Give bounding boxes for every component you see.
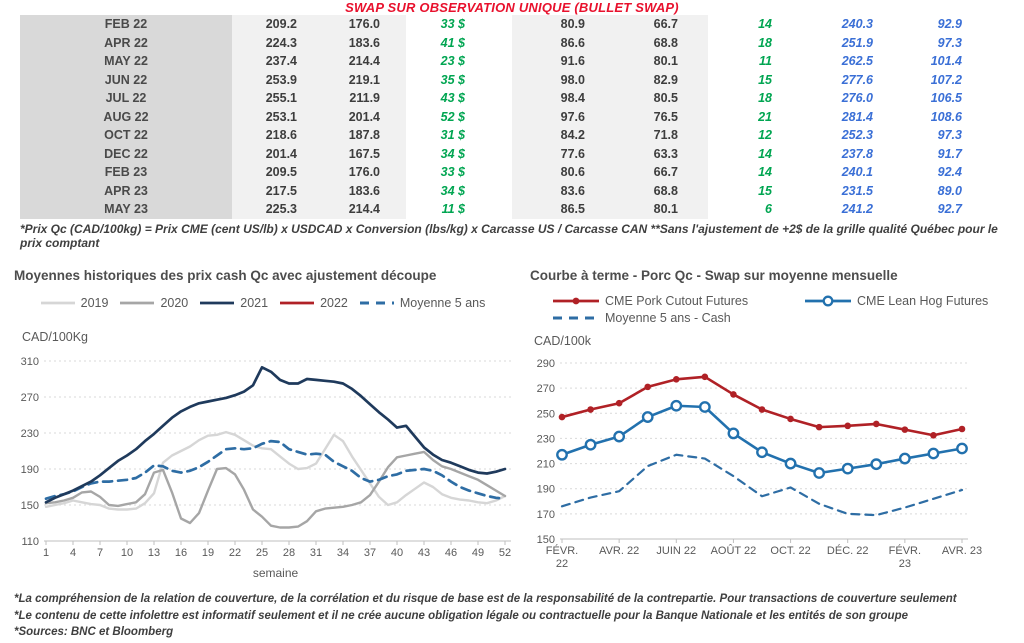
value-cell: 97.3	[904, 126, 1000, 145]
value-cell: 276.0	[792, 89, 904, 108]
right-chart-y-unit: CAD/100k	[534, 334, 591, 348]
value-cell: 63.3	[616, 145, 708, 164]
disclaimer-line: *La compréhension de la relation de couverture, de la corrélation et du risque de base est de la responsabilité de la contrepartie. Pour transactions de couverture seulement	[14, 593, 957, 605]
value-cell: 68.8	[616, 182, 708, 201]
value-cell: 14	[708, 15, 792, 34]
value-cell: 262.5	[792, 52, 904, 71]
month-cell: OCT 22	[20, 126, 232, 145]
value-cell: 252.3	[792, 126, 904, 145]
data-point	[900, 454, 909, 463]
y-tick-label: 290	[536, 358, 555, 370]
value-cell: 6	[708, 200, 792, 219]
data-point	[557, 450, 566, 459]
value-cell: 34 $	[406, 145, 512, 164]
value-cell: 209.5	[232, 163, 318, 182]
value-cell: 18	[708, 34, 792, 53]
value-cell: 251.9	[792, 34, 904, 53]
disclaimer-line: *Le contenu de cette infolettre est informatif seulement et il ne crée aucune obligation légale ou contractuelle pour la Banque Nationale et les entités de son groupe	[14, 609, 908, 622]
data-point	[614, 432, 623, 441]
data-point	[959, 426, 966, 433]
right-chart-svg	[526, 346, 990, 596]
x-tick-label: 16	[174, 547, 188, 559]
y-tick-label: 230	[536, 433, 555, 446]
legend-label: 2022	[320, 296, 348, 310]
value-cell: 34 $	[406, 182, 512, 201]
value-cell: 176.0	[318, 15, 406, 34]
x-tick-label: 4	[69, 547, 77, 559]
data-point	[814, 468, 823, 477]
data-point	[816, 424, 823, 431]
value-cell: 80.1	[616, 200, 708, 219]
left-chart-title: Moyennes historiques des prix cash Qc avec ajustement découpe	[14, 268, 437, 283]
table-row	[20, 34, 1000, 53]
data-point	[644, 384, 651, 391]
data-point	[672, 401, 681, 410]
legend-item	[359, 296, 485, 310]
value-cell: 71.8	[616, 126, 708, 145]
value-cell: 15	[708, 182, 792, 201]
y-tick-label: 270	[20, 392, 39, 404]
legend-label: CME Lean Hog Futures	[857, 294, 989, 308]
disclaimer-footer	[14, 591, 1014, 641]
data-point	[902, 426, 909, 433]
month-cell: MAY 23	[20, 200, 232, 219]
data-point	[673, 376, 680, 383]
value-cell: 21	[708, 108, 792, 127]
x-tick-label: 28	[282, 547, 296, 559]
data-point	[643, 412, 652, 421]
legend-item	[199, 296, 268, 310]
month-cell: APR 22	[20, 34, 232, 53]
month-cell: FEB 22	[20, 15, 232, 34]
value-cell: 80.5	[616, 89, 708, 108]
value-cell: 167.5	[318, 145, 406, 164]
x-axis-label: semaine	[252, 566, 299, 580]
y-tick-label: 110	[21, 536, 39, 548]
value-cell: 97.6	[512, 108, 616, 127]
value-cell: 23 $	[406, 52, 512, 71]
value-cell: 84.2	[512, 126, 616, 145]
y-tick-label: 150	[536, 534, 555, 546]
x-tick-label: 43	[417, 547, 431, 559]
x-tick-label: 46	[444, 547, 458, 559]
legend-item	[40, 296, 109, 310]
legend-swatch-icon	[119, 297, 155, 309]
value-cell: 97.3	[904, 34, 1000, 53]
legend-item	[804, 294, 1012, 308]
x-tick-label: FÉVR.	[545, 545, 579, 557]
y-tick-label: 250	[536, 408, 555, 421]
x-tick-label: AVR. 23	[941, 545, 983, 557]
data-point	[616, 400, 623, 407]
value-cell: 18	[708, 89, 792, 108]
value-cell: 31 $	[406, 126, 512, 145]
value-cell: 92.9	[904, 15, 1000, 34]
y-tick-label: 310	[20, 356, 39, 368]
swap-table	[20, 15, 1000, 219]
legend-item	[552, 294, 804, 308]
value-cell: 225.3	[232, 200, 318, 219]
y-tick-label: 230	[20, 428, 39, 440]
legend-item	[119, 296, 188, 310]
value-cell: 253.1	[232, 108, 318, 127]
value-cell: 201.4	[318, 108, 406, 127]
x-tick-label: DÉC. 22	[826, 545, 869, 557]
value-cell: 217.5	[232, 182, 318, 201]
y-tick-label: 190	[20, 464, 39, 476]
legend-swatch-icon	[552, 295, 600, 307]
value-cell: 241.2	[792, 200, 904, 219]
legend-swatch-icon	[279, 297, 315, 309]
value-cell: 80.6	[512, 163, 616, 182]
left-chart-legend	[10, 296, 515, 310]
value-cell: 92.7	[904, 200, 1000, 219]
value-cell: 231.5	[792, 182, 904, 201]
x-tick-label: 23	[898, 558, 911, 570]
left-chart-y-unit: CAD/100Kg	[22, 330, 89, 344]
series-line	[46, 432, 505, 509]
value-cell: 68.8	[616, 34, 708, 53]
x-tick-label: 7	[96, 547, 104, 559]
data-point	[729, 429, 738, 438]
value-cell: 66.7	[616, 15, 708, 34]
value-cell: 209.2	[232, 15, 318, 34]
sources-line: *Sources: BNC et Bloomberg	[14, 626, 174, 639]
value-cell: 14	[708, 145, 792, 164]
data-point	[786, 459, 795, 468]
table-row	[20, 200, 1000, 219]
value-cell: 224.3	[232, 34, 318, 53]
data-point	[702, 374, 709, 381]
x-tick-label: 34	[336, 547, 350, 559]
value-cell: 15	[708, 71, 792, 90]
value-cell: 80.1	[616, 52, 708, 71]
legend-label: 2020	[160, 296, 189, 310]
month-cell: MAY 22	[20, 52, 232, 71]
data-point	[559, 414, 566, 421]
x-tick-label: 25	[255, 547, 269, 559]
value-cell: 176.0	[318, 163, 406, 182]
data-point	[843, 464, 852, 473]
value-cell: 86.6	[512, 34, 616, 53]
x-tick-label: JUIN 22	[656, 545, 697, 557]
value-cell: 106.5	[904, 89, 1000, 108]
value-cell: 11 $	[406, 200, 512, 219]
x-tick-label: 31	[309, 547, 323, 559]
table-row	[20, 182, 1000, 201]
data-point	[872, 460, 881, 469]
value-cell: 43 $	[406, 89, 512, 108]
value-cell: 240.1	[792, 163, 904, 182]
legend-label: Moyenne 5 ans	[399, 296, 486, 310]
legend-swatch-icon	[804, 295, 852, 307]
table-row	[20, 108, 1000, 127]
value-cell: 77.6	[512, 145, 616, 164]
y-tick-label: 150	[20, 500, 39, 512]
table-row	[20, 126, 1000, 145]
page-title: SWAP SUR OBSERVATION UNIQUE (BULLET SWAP)	[345, 0, 679, 15]
month-cell: JUN 22	[20, 71, 232, 90]
right-chart-title: Courbe à terme - Porc Qc - Swap sur moyenne mensuelle	[530, 268, 898, 283]
x-tick-label: AVR. 22	[599, 545, 640, 557]
value-cell: 82.9	[616, 71, 708, 90]
value-cell: 33 $	[406, 15, 512, 34]
value-cell: 107.2	[904, 71, 1000, 90]
x-tick-label: 52	[498, 547, 512, 559]
month-cell: FEB 23	[20, 163, 232, 182]
value-cell: 52 $	[406, 108, 512, 127]
table-footnote: *Prix Qc (CAD/100kg) = Prix CME (cent US/lb) x USDCAD x Conversion (lbs/kg) x Carcasse US / Carcasse CAN **Sans l'ajustement de +2$ de la grille qualité Québec pour le prix comptant	[20, 222, 998, 251]
value-cell: 255.1	[232, 89, 318, 108]
x-tick-label: FÉVR.	[888, 545, 922, 557]
x-tick-label: 37	[363, 547, 377, 559]
y-tick-label: 190	[536, 483, 555, 496]
data-point	[930, 432, 937, 439]
value-cell: 183.6	[318, 34, 406, 53]
value-cell: 98.0	[512, 71, 616, 90]
value-cell: 98.4	[512, 89, 616, 108]
value-cell: 240.3	[792, 15, 904, 34]
month-cell: JUL 22	[20, 89, 232, 108]
data-point	[700, 402, 709, 411]
x-tick-label: 22	[555, 558, 569, 570]
value-cell: 91.6	[512, 52, 616, 71]
legend-label: Moyenne 5 ans - Cash	[605, 311, 731, 325]
series-line	[46, 367, 505, 502]
table-row	[20, 52, 1000, 71]
value-cell: 214.4	[318, 200, 406, 219]
table-row	[20, 71, 1000, 90]
value-cell: 76.5	[616, 108, 708, 127]
month-cell: AUG 22	[20, 108, 232, 127]
data-point	[957, 444, 966, 453]
value-cell: 211.9	[318, 89, 406, 108]
value-cell: 183.6	[318, 182, 406, 201]
value-cell: 219.1	[318, 71, 406, 90]
data-point	[759, 406, 766, 413]
legend-item	[552, 311, 804, 325]
value-cell: 35 $	[406, 71, 512, 90]
legend-label: 2021	[240, 296, 269, 310]
value-cell: 14	[708, 163, 792, 182]
value-cell: 277.6	[792, 71, 904, 90]
legend-label: CME Pork Cutout Futures	[605, 294, 749, 308]
value-cell: 86.5	[512, 200, 616, 219]
value-cell: 218.6	[232, 126, 318, 145]
x-tick-label: 19	[201, 547, 215, 559]
legend-item	[279, 296, 348, 310]
table-row	[20, 15, 1000, 34]
left-chart-svg	[10, 346, 515, 582]
data-point	[844, 423, 851, 430]
data-point	[873, 421, 880, 428]
value-cell: 12	[708, 126, 792, 145]
value-cell: 253.9	[232, 71, 318, 90]
data-point	[929, 449, 938, 458]
right-chart-legend	[552, 294, 1012, 325]
data-point	[757, 448, 766, 457]
x-tick-label: 49	[471, 547, 485, 559]
series-line	[562, 377, 962, 435]
legend-label: 2019	[80, 296, 109, 310]
value-cell: 41 $	[406, 34, 512, 53]
value-cell: 237.4	[232, 52, 318, 71]
value-cell: 214.4	[318, 52, 406, 71]
value-cell: 187.8	[318, 126, 406, 145]
value-cell: 101.4	[904, 52, 1000, 71]
value-cell: 33 $	[406, 163, 512, 182]
legend-swatch-icon	[359, 297, 395, 309]
table-row	[20, 89, 1000, 108]
value-cell: 66.7	[616, 163, 708, 182]
x-tick-label: 10	[120, 547, 134, 559]
x-tick-label: 13	[147, 547, 161, 559]
x-tick-label: 40	[390, 547, 404, 559]
value-cell: 237.8	[792, 145, 904, 164]
y-tick-label: 210	[536, 458, 555, 471]
table-row	[20, 163, 1000, 182]
value-cell: 281.4	[792, 108, 904, 127]
legend-swatch-icon	[40, 297, 76, 309]
x-tick-label: OCT. 22	[770, 545, 811, 557]
value-cell: 201.4	[232, 145, 318, 164]
x-tick-label: AOÛT 22	[710, 545, 757, 557]
value-cell: 83.6	[512, 182, 616, 201]
value-cell: 92.4	[904, 163, 1000, 182]
legend-swatch-icon	[552, 312, 600, 324]
x-tick-label: 1	[42, 547, 50, 559]
data-point	[587, 406, 594, 413]
value-cell: 91.7	[904, 145, 1000, 164]
data-point	[586, 440, 595, 449]
month-cell: DEC 22	[20, 145, 232, 164]
legend-swatch-icon	[199, 297, 235, 309]
month-cell: APR 23	[20, 182, 232, 201]
value-cell: 89.0	[904, 182, 1000, 201]
y-tick-label: 270	[536, 383, 555, 396]
table-row	[20, 145, 1000, 164]
y-tick-label: 170	[536, 508, 555, 521]
data-point	[787, 416, 794, 423]
value-cell: 108.6	[904, 108, 1000, 127]
x-tick-label: 22	[228, 547, 242, 559]
data-point	[730, 391, 737, 398]
value-cell: 11	[708, 52, 792, 71]
value-cell: 80.9	[512, 15, 616, 34]
